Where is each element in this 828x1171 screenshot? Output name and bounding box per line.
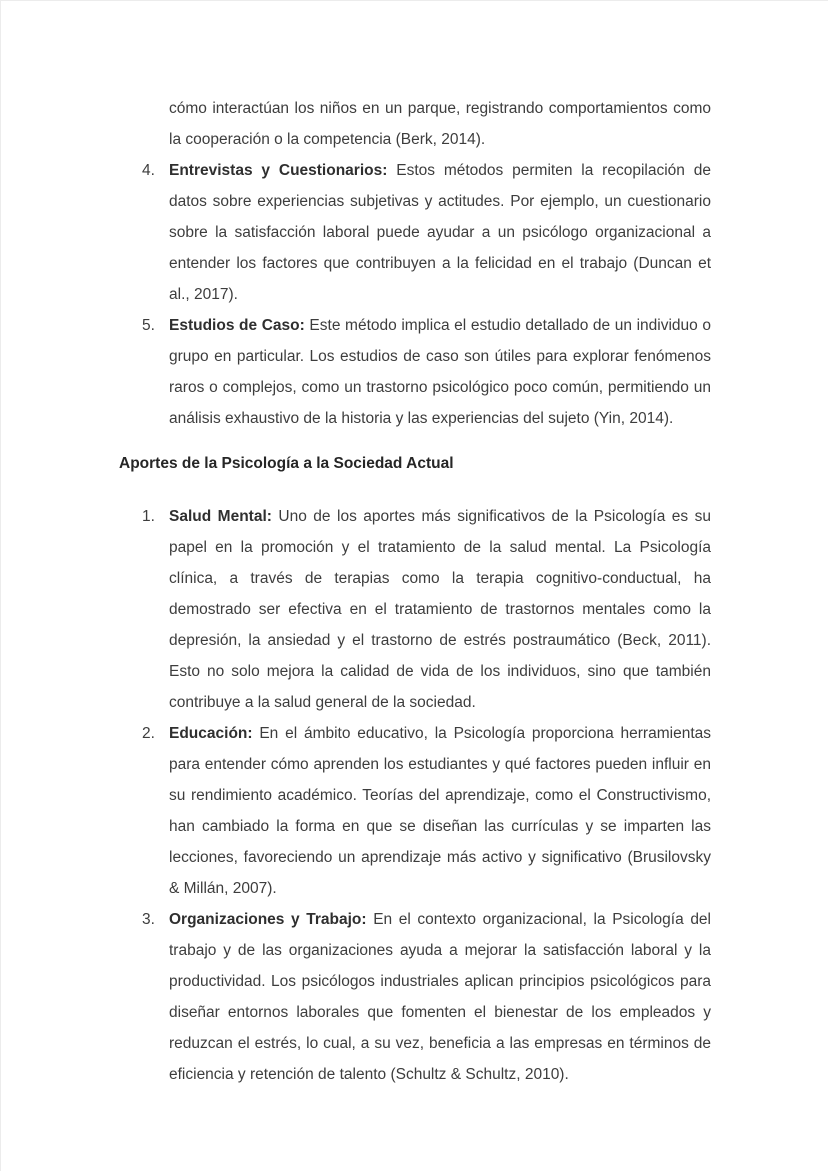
item-body <box>169 155 711 310</box>
list-item-method-4 <box>119 155 711 310</box>
item-label: Organizaciones y Trabajo: <box>169 911 367 928</box>
list-item-contribution-1 <box>119 501 711 718</box>
paragraph-continuation: cómo interactúan los niños en un parque, registrando comportamientos como la cooperación o la competencia (Berk, 2014). <box>169 100 711 148</box>
list-contributions <box>119 501 711 1090</box>
item-number: 4. <box>142 162 155 179</box>
item-body <box>169 904 711 1090</box>
item-number: 2. <box>142 725 155 742</box>
item-body <box>169 501 711 718</box>
item-text: Este método implica el estudio detallado de un individuo o grupo en particular. Los estudios de caso son útiles para explorar fenómenos raros o complejos, como un trastorno psicológico poco común, permitiendo un análisis exhaustivo de la historia y las experiencias del sujeto (Yin, 2014). <box>169 317 712 427</box>
item-body <box>169 718 711 904</box>
item-label: Estudios de Caso: <box>169 317 305 334</box>
item-number: 1. <box>142 508 155 525</box>
list-item-contribution-2 <box>119 718 711 904</box>
item-label: Entrevistas y Cuestionarios: <box>169 162 388 179</box>
document-content <box>119 93 711 1090</box>
item-text: En el ámbito educativo, la Psicología proporciona herramientas para entender cómo aprenden los estudiantes y qué factores pueden influir en su rendimiento académico. Teorías del aprendizaje, como el Constructivismo, han cambiado la forma en que se diseñan las currículas y se imparten las lecciones, favoreciendo un aprendizaje más activo y significativo (Brusilovsky & Millán, 2007). <box>169 725 711 897</box>
item-label: Salud Mental: <box>169 508 272 525</box>
item-label: Educación: <box>169 725 253 742</box>
item-body <box>169 310 711 434</box>
item-number: 5. <box>142 317 155 334</box>
section-heading: Aportes de la Psicología a la Sociedad Actual <box>119 455 454 472</box>
list-item-method-5 <box>119 310 711 434</box>
item-text: Estos métodos permiten la recopilación de datos sobre experiencias subjetivas y actitudes. Por ejemplo, un cuestionario sobre la satisfacción laboral puede ayudar a un psicólogo organizacional a entender los factores que contribuyen a la felicidad en el trabajo (Duncan et al., 2017). <box>169 162 711 303</box>
list-item-contribution-3 <box>119 904 711 1090</box>
item-number: 3. <box>142 911 155 928</box>
item-text: Uno de los aportes más significativos de la Psicología es su papel en la promoción y el tratamiento de la salud mental. La Psicología clínica, a través de terapias como la terapia cognitivo-conductual, ha demostrado ser efectiva en el tratamiento de trastornos mentales como la depresión, la ansiedad y el trastorno de estrés postraumático (Beck, 2011). Esto no solo mejora la calidad de vida de los individuos, sino que también contribuye a la salud general de la sociedad. <box>169 508 711 711</box>
item-text: En el contexto organizacional, la Psicología del trabajo y de las organizaciones ayuda a mejorar la satisfacción laboral y la productividad. Los psicólogos industriales aplican principios psicológicos para diseñar entornos laborales que fomenten el bienestar de los empleados y reduzcan el estrés, lo cual, a su vez, beneficia a las empresas en términos de eficiencia y retención de talento (Schultz & Schultz, 2010). <box>169 911 711 1083</box>
list-research-methods <box>119 155 711 434</box>
